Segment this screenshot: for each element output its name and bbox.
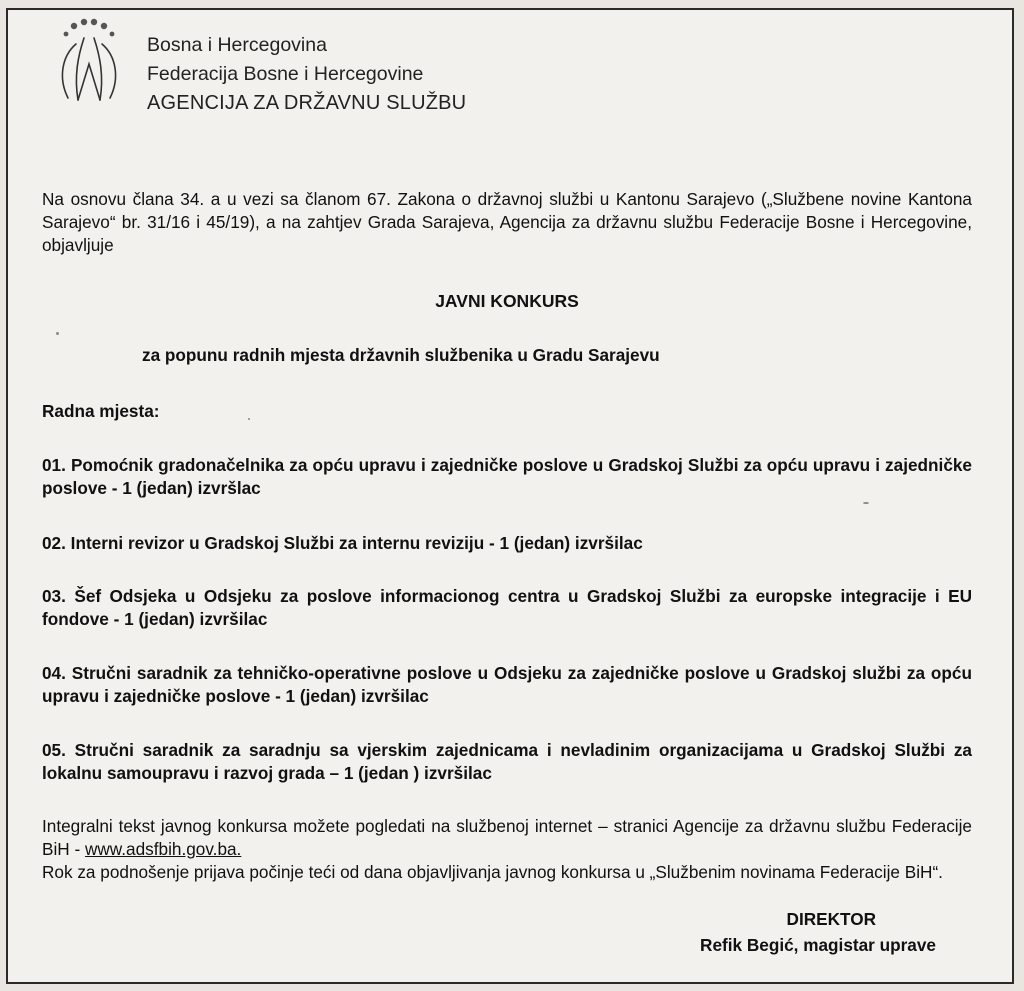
intro-paragraph: Na osnovu člana 34. a u vezi sa članom 67. Zakona o državnoj službi u Kantonu Sarajevo („Službene novine Kantona Sarajevo“ br. 31/16 i 45/19), a na zahtjev Grada Sarajeva, Agencija za državnu službu Federacije Bosne i Hercegovine, objavljuje xyxy=(42,189,972,255)
document-subtitle: za popunu radnih mjesta državnih službenika u Gradu Sarajevu xyxy=(142,345,660,365)
position-item-05: 05. Stručni saradnik za saradnju sa vjerskim zajednicama i nevladinim organizacijama u Gradskoj Službi za lokalnu samoupravu i razvoj grada – 1 (jedan ) izvršilac xyxy=(42,740,972,783)
agency-website-link[interactable]: www.adsfbih.gov.ba. xyxy=(84,839,242,859)
position-item-04: 04. Stručni saradnik za tehničko-operativne poslove u Odsjeku za zajedničke poslove u Gradskoj službi za opću upravu i zajedničke poslove - 1 (jedan) izvršilac xyxy=(42,663,972,706)
footer-paragraph-2: Rok za podnošenje prijava počinje teći od dana objavljivanja javnog konkursa u „Službenim novinama Federacije BiH“. xyxy=(42,862,943,882)
positions-heading: Radna mjesta: xyxy=(42,401,160,421)
announcement-page xyxy=(6,8,1014,984)
document-title: JAVNI KONKURS xyxy=(435,291,579,311)
organization-name xyxy=(147,31,466,118)
position-item-02: 02. Interni revizor u Gradskoj Službi za internu reviziju - 1 (jedan) izvršilac xyxy=(42,533,643,553)
scan-speck xyxy=(248,418,250,420)
footer-text: Integralni tekst javnog konkursa možete pogledati na službenoj internet – stranici Agencije za državnu službu Federacije BiH - xyxy=(42,816,972,859)
signature-name: Refik Begić, magistar uprave xyxy=(700,935,936,955)
signature-block xyxy=(700,906,936,958)
org-line-agency: AGENCIJA ZA DRŽAVNU SLUŽBU xyxy=(147,92,467,114)
position-item-01: 01. Pomoćnik gradonačelnika za opću upravu i zajedničke poslove u Gradskoj Službi za opću upravu i zajedničke poslove - 1 (jedan) izvršlac xyxy=(42,455,972,498)
org-line-country: Bosna i Hercegovina xyxy=(147,34,327,56)
header xyxy=(44,16,564,126)
position-item-03: 03. Šef Odsjeka u Odsjeku za poslove informacionog centra u Gradskoj Službi za europske integracije i EU fondove - 1 (jedan) izvršilac xyxy=(42,586,972,629)
agency-logo-icon xyxy=(44,16,134,116)
scan-speck xyxy=(56,332,59,335)
footer-paragraph-1 xyxy=(42,815,972,861)
signature-role: DIREKTOR xyxy=(786,909,876,929)
scan-speck xyxy=(863,502,869,504)
org-line-federation: Federacija Bosne i Hercegovine xyxy=(147,63,424,85)
